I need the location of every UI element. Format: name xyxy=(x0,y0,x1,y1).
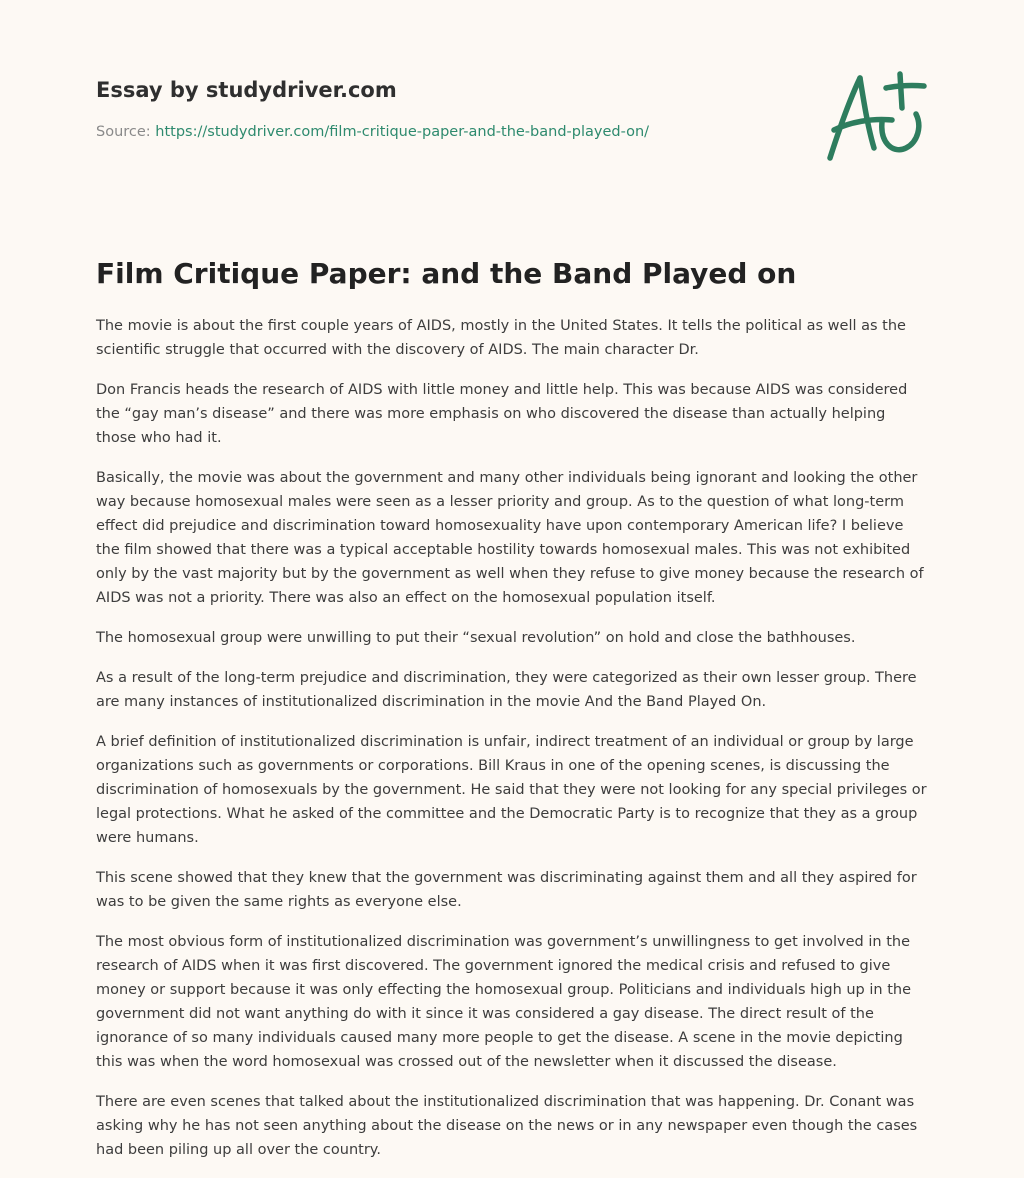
paragraph: Don Francis heads the research of AIDS with little money and little help. This was because AIDS was considered the “gay man’s disease” and there was more emphasis on who discovered the disease than actually helping those who had it. xyxy=(96,382,908,446)
paragraph: There are even scenes that talked about the institutionalized discrimination that was happening. Dr. Conant was asking why he has not seen anything about the disease on the news or in any newspaper even though the cases had been piling up all over the country. xyxy=(96,1094,918,1158)
paragraph: This scene showed that they knew that the government was discriminating against them and all they aspired for was to be given the same rights as everyone else. xyxy=(96,870,917,910)
paragraph: The movie is about the first couple years of AIDS, mostly in the United States. It tells the political as well as the scientific struggle that occurred with the discovery of AIDS. The main character Dr. xyxy=(96,318,906,358)
paragraph: The homosexual group were unwilling to put their “sexual revolution” on hold and close the bathhouses. xyxy=(96,630,856,646)
paragraph: The most obvious form of institutionalized discrimination was government’s unwillingness to get involved in the research of AIDS when it was first discovered. The government ignored the medical crisis and refused to give money or support because it was only effecting the homosexual group. Politicians and individuals high up in the government did not want anything do with it since it was considered a gay disease. The direct result of the ignorance of so many individuals caused many more people to get the disease. A scene in the movie depicting this was when the word homosexual was crossed out of the newsletter when it discussed the disease. xyxy=(96,934,911,1070)
paragraph: Basically, the movie was about the government and many other individuals being ignorant and looking the other way because homosexual males were seen as a lesser priority and group. As to the question of what long-term effect did prejudice and discrimination toward homosexuality have upon contemporary American life? I believe the film showed that there was a typical acceptable hostility towards homosexual males. This was not exhibited only by the vast majority but by the government as well when they refuse to give money because the research of AIDS was not a priority. There was also an effect on the homosexual population itself. xyxy=(96,470,924,606)
header xyxy=(96,76,796,142)
source-link[interactable]: https://studydriver.com/film-critique-paper-and-the-band-played-on/ xyxy=(155,124,650,140)
paragraph: A brief definition of institutionalized discrimination is unfair, indirect treatment of an individual or group by large organizations such as governments or corporations. Bill Kraus in one of the opening scenes, is discussing the discrimination of homosexuals by the government. He said that they were not looking for any special privileges or legal protections. What he asked of the committee and the Democratic Party is to recognize that they as a group were humans. xyxy=(96,734,927,846)
source-line xyxy=(96,122,796,142)
article-title: Film Critique Paper: and the Band Played on xyxy=(96,257,797,290)
a-plus-grade-logo-icon xyxy=(820,68,930,168)
paragraph: As a result of the long-term prejudice and discrimination, they were categorized as their own lesser group. There are many instances of institutionalized discrimination in the movie And the Band Played On. xyxy=(96,670,917,710)
source-label: Source: xyxy=(96,124,151,140)
site-brand: Essay by studydriver.com xyxy=(96,78,397,102)
article-body xyxy=(96,314,928,1178)
